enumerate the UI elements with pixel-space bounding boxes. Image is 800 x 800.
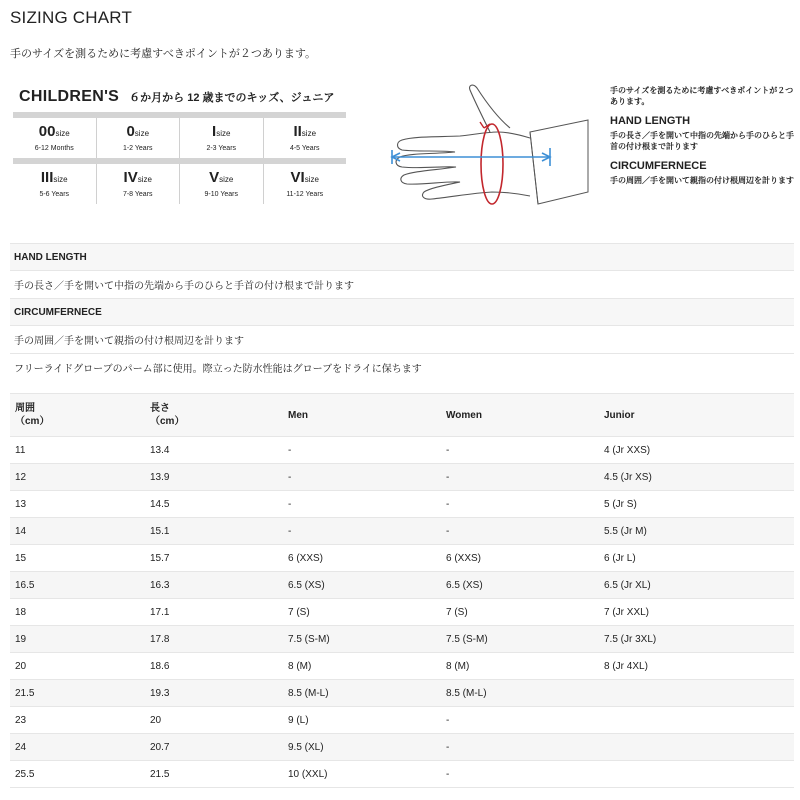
cell-junior: 4.5 (Jr XS) <box>604 471 652 483</box>
table-row <box>10 491 794 518</box>
cell-circumference: 11 <box>15 444 26 456</box>
childrens-size-label <box>124 170 152 188</box>
cell-junior: 7 (Jr XXL) <box>604 606 650 618</box>
cell-men: 8 (M) <box>288 660 312 672</box>
table-row <box>10 680 794 707</box>
cell-junior: 6.5 (Jr XL) <box>604 579 651 591</box>
cell-length: 17.8 <box>150 633 170 645</box>
cell-men: - <box>288 498 292 510</box>
cell-men: - <box>288 525 292 537</box>
table-row <box>10 599 794 626</box>
cell-length: 17.1 <box>150 606 170 618</box>
cell-circumference: 23 <box>15 714 27 726</box>
info-note: フリーライドグローブのパーム部に使用。際立った防水性能はグローブをドライに保ちます <box>10 353 794 381</box>
childrens-size-label <box>41 170 68 188</box>
cell-length: 20.7 <box>150 741 170 753</box>
childrens-size-cell <box>13 118 97 158</box>
header-men: Men <box>288 409 308 421</box>
header-line: （cm） <box>15 416 50 427</box>
size-number: IV <box>123 169 138 186</box>
childrens-size-label <box>39 124 70 142</box>
header-line: 長さ <box>150 403 170 414</box>
cell-circumference: 21.5 <box>15 687 35 699</box>
table-row <box>10 545 794 572</box>
childrens-size-cell <box>264 118 347 158</box>
table-row <box>10 734 794 761</box>
notes-intro: 手のサイズを測るために考慮すべきポイントが２つあります。 <box>610 86 794 106</box>
cell-length: 19.3 <box>150 687 170 699</box>
cell-circumference: 25.5 <box>15 768 35 780</box>
cell-men: 9.5 (XL) <box>288 741 324 753</box>
cell-circumference: 16.5 <box>15 579 35 591</box>
cell-women: - <box>446 444 450 456</box>
cell-women: 7.5 (S-M) <box>446 633 488 645</box>
cell-circumference: 13 <box>15 498 27 510</box>
cell-men: 6.5 (XS) <box>288 579 325 591</box>
cell-men: 9 (L) <box>288 714 309 726</box>
cell-women: - <box>446 768 450 780</box>
header-length-label <box>150 402 184 428</box>
cell-circumference: 18 <box>15 606 27 618</box>
info-circumference-text: 手の周囲／手を開いて親指の付け根周辺を計ります <box>10 325 794 353</box>
info-hand-length-title: HAND LENGTH <box>10 243 794 270</box>
childrens-size-label <box>212 124 230 142</box>
header-circumference-label <box>15 402 49 428</box>
childrens-subtitle: ６か月から 12 歳までのキッズ、ジュニア <box>129 92 335 104</box>
size-suffix: size <box>134 129 150 138</box>
table-row <box>10 518 794 545</box>
size-suffix: size <box>301 129 317 138</box>
hand-measurement-illustration <box>380 80 590 210</box>
cell-women: - <box>446 714 450 726</box>
childrens-age-range: 1-2 Years <box>122 145 153 152</box>
cell-length: 18.6 <box>150 660 170 672</box>
childrens-age-range: 2-3 Years <box>206 145 237 152</box>
cell-men: 7 (S) <box>288 606 310 618</box>
table-row <box>10 653 794 680</box>
childrens-age-range: 11-12 Years <box>286 191 324 198</box>
cell-women: - <box>446 525 450 537</box>
header-line: 周囲 <box>15 403 35 414</box>
childrens-size-cell <box>13 164 97 204</box>
childrens-size-cell <box>180 164 264 204</box>
size-table <box>10 393 794 788</box>
header-length <box>145 394 283 436</box>
header-line: （cm） <box>150 416 185 427</box>
size-number: 00 <box>38 123 56 140</box>
childrens-size-box <box>13 88 346 208</box>
measurement-notes <box>610 85 795 186</box>
childrens-age-range: 9-10 Years <box>204 191 238 198</box>
size-suffix: size <box>304 175 319 184</box>
childrens-age-range: 7-8 Years <box>122 191 153 198</box>
table-row <box>10 626 794 653</box>
size-number: II <box>293 123 302 140</box>
intro-text: 手のサイズを測るために考慮すべきポイントが２つあります。 <box>10 48 317 60</box>
cell-junior: 7.5 (Jr 3XL) <box>604 633 657 645</box>
cell-length: 13.4 <box>150 444 170 456</box>
cell-circumference: 24 <box>15 741 27 753</box>
size-suffix: size <box>137 175 152 184</box>
cell-men: 10 (XXL) <box>288 768 328 780</box>
header-junior: Junior <box>604 409 635 421</box>
info-hand-length-text: 手の長さ／手を開いて中指の先端から手のひらと手首の付け根まで計ります <box>10 270 794 298</box>
cell-length: 15.1 <box>150 525 170 537</box>
childrens-size-label <box>209 170 233 188</box>
cell-junior: 5.5 (Jr M) <box>604 525 647 537</box>
childrens-size-cell <box>264 164 347 204</box>
cell-junior: 6 (Jr L) <box>604 552 636 564</box>
cell-women: 8.5 (M-L) <box>446 687 487 699</box>
cell-junior: 5 (Jr S) <box>604 498 637 510</box>
childrens-age-range: 6-12 Months <box>34 145 74 152</box>
cell-length: 14.5 <box>150 498 170 510</box>
cell-circumference: 14 <box>15 525 27 537</box>
notes-hand-length-title: HAND LENGTH <box>610 115 691 127</box>
cell-circumference: 12 <box>15 471 27 483</box>
notes-circumference-title: CIRCUMFERNECE <box>610 160 707 172</box>
childrens-size-row <box>13 164 346 204</box>
childrens-size-cell <box>180 118 264 158</box>
cell-men: - <box>288 444 292 456</box>
cell-men: 6 (XXS) <box>288 552 324 564</box>
header-circumference <box>10 394 145 436</box>
table-row <box>10 464 794 491</box>
cell-circumference: 15 <box>15 552 27 564</box>
cell-women: 8 (M) <box>446 660 470 672</box>
hand-illustration-svg <box>380 80 590 210</box>
cell-men: - <box>288 471 292 483</box>
cell-women: 7 (S) <box>446 606 468 618</box>
childrens-header <box>13 88 346 112</box>
size-suffix: size <box>219 175 234 184</box>
cell-circumference: 19 <box>15 633 27 645</box>
size-suffix: size <box>216 129 231 138</box>
cell-length: 20 <box>150 714 162 726</box>
size-number: V <box>209 169 220 186</box>
childrens-size-label <box>291 170 319 188</box>
cell-length: 16.3 <box>150 579 170 591</box>
page-title: SIZING CHART <box>10 8 133 27</box>
size-suffix: size <box>53 175 68 184</box>
table-body <box>10 437 794 788</box>
childrens-size-cell <box>97 118 181 158</box>
cell-women: - <box>446 471 450 483</box>
size-number: VI <box>290 169 305 186</box>
notes-hand-length-text: 手の長さ／手を開いて中指の先端から手のひらと手首の付け根まで計ります <box>610 131 794 151</box>
table-row <box>10 572 794 599</box>
cell-women: 6.5 (XS) <box>446 579 483 591</box>
cell-length: 15.7 <box>150 552 170 564</box>
cell-men: 7.5 (S-M) <box>288 633 330 645</box>
cell-junior: 8 (Jr 4XL) <box>604 660 648 672</box>
childrens-size-row <box>13 118 346 158</box>
cell-circumference: 20 <box>15 660 27 672</box>
cell-women: 6 (XXS) <box>446 552 482 564</box>
childrens-age-range: 4-5 Years <box>289 145 320 152</box>
childrens-size-label <box>293 124 316 142</box>
cell-women: - <box>446 498 450 510</box>
notes-circumference-text: 手の周囲／手を開いて親指の付け根周辺を計ります <box>610 176 794 185</box>
cell-junior: 4 (Jr XXS) <box>604 444 651 456</box>
childrens-age-range: 5-6 Years <box>39 191 70 198</box>
size-number: III <box>40 169 54 186</box>
cell-men: 8.5 (M-L) <box>288 687 329 699</box>
size-number: 0 <box>126 123 135 140</box>
table-row <box>10 761 794 788</box>
header-women: Women <box>446 409 482 421</box>
childrens-size-label <box>126 124 149 142</box>
table-row <box>10 437 794 464</box>
childrens-title: CHILDREN'S <box>19 88 120 105</box>
cell-length: 21.5 <box>150 768 170 780</box>
info-section <box>10 243 794 381</box>
cell-women: - <box>446 741 450 753</box>
cell-length: 13.9 <box>150 471 170 483</box>
size-suffix: size <box>55 129 70 138</box>
table-row <box>10 707 794 734</box>
size-number: I <box>212 123 217 140</box>
table-header <box>10 393 794 437</box>
childrens-size-cell <box>97 164 181 204</box>
info-circumference-title: CIRCUMFERNECE <box>10 298 794 325</box>
